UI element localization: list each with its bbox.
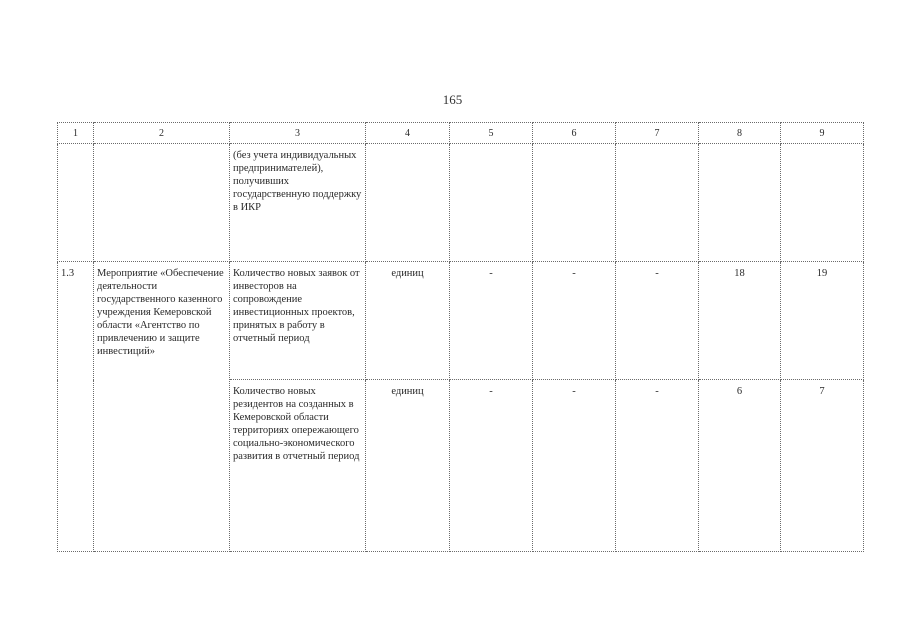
empty-cell [58,144,94,262]
header-cell: 5 [450,123,533,144]
value-cell: - [616,262,699,380]
empty-cell [94,144,230,262]
header-cell: 9 [781,123,864,144]
page-number: 165 [442,92,463,107]
header-cell: 3 [230,123,366,144]
header-cell: 8 [699,123,781,144]
activity-name-cell: Мероприятие «Обеспечение деятельности государственного казенного учреждения Кемеровской области «Агентство по привлечению и защите инвестиций» [94,262,230,552]
activity-number-cell: 1.3 [58,262,94,552]
value-cell: - [616,380,699,552]
header-cell: 4 [366,123,450,144]
value-cell: - [533,262,616,380]
empty-cell [533,144,616,262]
table-row [58,262,864,380]
empty-cell [366,144,450,262]
indicator-name-cell: (без учета индивидуальных предпринимателей), получивших государственную поддержку в ИКР [230,144,366,262]
empty-cell [616,144,699,262]
table-row [58,144,864,262]
value-cell: - [533,380,616,552]
value-cell: - [450,262,533,380]
empty-cell [699,144,781,262]
indicator-name-cell: Количество новых резидентов на созданных в Кемеровской области территориях опережающего социально-экономического развития в отчетный период [230,380,366,552]
value-cell: - [450,380,533,552]
table-header-row [58,123,864,144]
unit-cell: единиц [366,380,450,552]
empty-cell [781,144,864,262]
header-cell: 2 [94,123,230,144]
header-cell: 1 [58,123,94,144]
empty-cell [450,144,533,262]
indicators-table [57,122,864,552]
value-cell: 6 [699,380,781,552]
value-cell: 18 [699,262,781,380]
indicator-name-cell: Количество новых заявок от инвесторов на сопровождение инвестиционных проектов, принятых в работу в отчетный период [230,262,366,380]
value-cell: 7 [781,380,864,552]
value-cell: 19 [781,262,864,380]
unit-cell: единиц [366,262,450,380]
header-cell: 6 [533,123,616,144]
header-cell: 7 [616,123,699,144]
